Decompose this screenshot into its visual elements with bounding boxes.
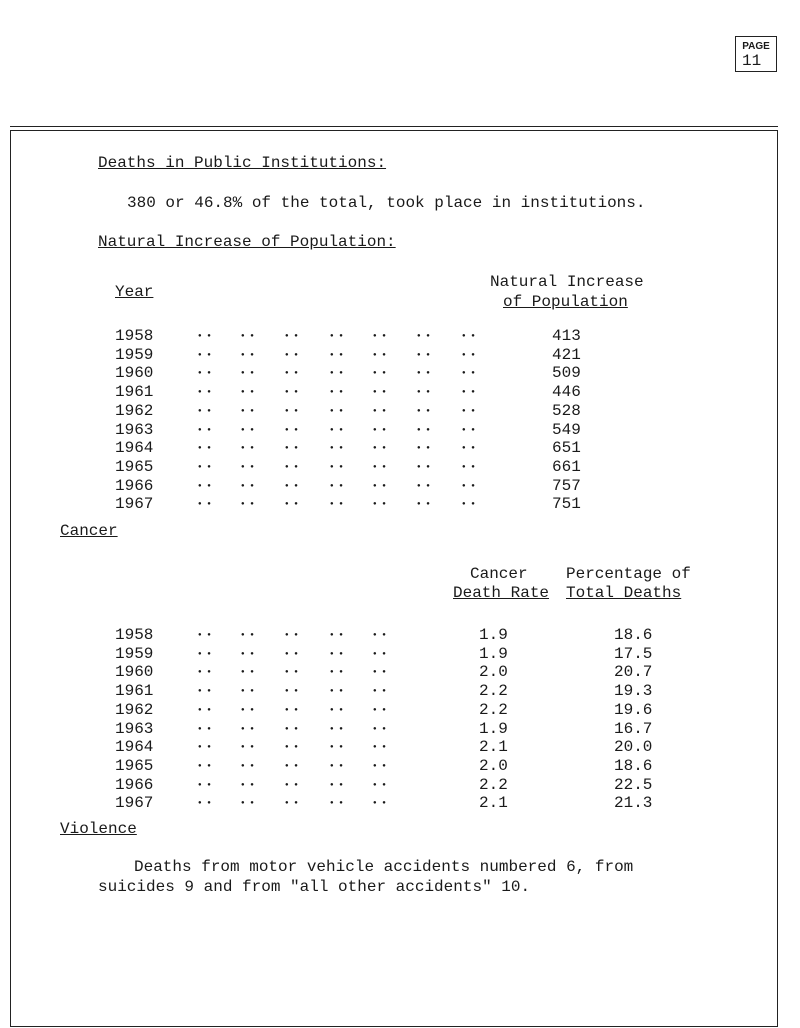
leader-dots: ● ● [373, 388, 387, 396]
cancer-percentage: 18.6 [614, 626, 653, 644]
leader-dots: ● ● [285, 444, 299, 452]
col-natural-increase-header-2: of Population [503, 293, 628, 311]
leader-dots: ● ● [417, 350, 431, 358]
natural-increase-value: 651 [552, 439, 581, 458]
leader-dots: ● ● [373, 724, 387, 732]
leader-dots: ● ● [198, 761, 212, 769]
leader-dots: ● ● [330, 761, 344, 769]
cancer-death-rate: 1.9 [479, 626, 508, 644]
leader-dots: ● ● [330, 668, 344, 676]
violence-heading: Violence [60, 820, 137, 838]
leader-dots: ● ● [373, 761, 387, 769]
leader-dots: ● ● [241, 500, 255, 508]
leader-dots: ● ● [462, 332, 476, 339]
col-cancer-rate-header-1: Cancer [470, 565, 528, 583]
natural-increase-year: 1959 [115, 345, 154, 364]
leader-dots: ● ● [198, 388, 212, 396]
leader-dots: ● ● [330, 631, 344, 638]
violence-line-1: Deaths from motor vehicle accidents numbered 6, from [134, 858, 634, 876]
cancer-year: 1964 [115, 738, 154, 757]
leader-dots: ● ● [285, 500, 299, 508]
natural-increase-year: 1958 [115, 327, 154, 345]
cancer-year: 1959 [115, 644, 154, 663]
natural-increase-year: 1962 [115, 401, 154, 420]
leader-dots: ● ● [330, 406, 344, 414]
col-percentage-header-1: Percentage of [566, 565, 691, 583]
natural-increase-value: 549 [552, 420, 581, 439]
leader-dots: ● ● [330, 369, 344, 377]
leader-dots: ● ● [241, 668, 255, 676]
leader-dots: ● ● [417, 369, 431, 377]
leader-dots: ● ● [241, 388, 255, 396]
cancer-death-rate: 2.2 [479, 700, 508, 719]
leader-dots: ● ● [241, 761, 255, 769]
leader-dots: ● ● [330, 425, 344, 433]
leader-dots: ● ● [462, 462, 476, 470]
leader-dots: ● ● [241, 481, 255, 489]
cancer-heading: Cancer [60, 522, 118, 540]
natural-increase-heading: Natural Increase of Population: [98, 233, 396, 251]
leader-dots: ● ● [417, 481, 431, 489]
cancer-percentage: 20.0 [614, 738, 653, 757]
leader-dots: ● ● [373, 780, 387, 788]
leader-dots: ● ● [241, 406, 255, 414]
leader-dots: ● ● [241, 462, 255, 470]
natural-increase-year: 1960 [115, 364, 154, 383]
leader-dots: ● ● [198, 687, 212, 695]
col-percentage-header-2: Total Deaths [566, 584, 682, 602]
cancer-year: 1965 [115, 756, 154, 775]
leader-dots: ● ● [417, 500, 431, 508]
leader-dots: ● ● [198, 350, 212, 358]
natural-increase-value: 413 [552, 327, 581, 345]
leader-dots: ● ● [330, 799, 344, 807]
cancer-year: 1961 [115, 682, 154, 701]
leader-dots: ● ● [241, 743, 255, 751]
leader-dots: ● ● [462, 444, 476, 452]
leader-dots: ● ● [285, 724, 299, 732]
leader-dots: ● ● [373, 444, 387, 452]
leader-dots: ● ● [285, 761, 299, 769]
cancer-death-rate: 2.2 [479, 682, 508, 701]
leader-dots: ● ● [330, 649, 344, 657]
leader-dots: ● ● [417, 388, 431, 396]
col-cancer-rate-header-2: Death Rate [453, 584, 550, 602]
page-number-box [735, 36, 777, 72]
cancer-year: 1967 [115, 794, 154, 813]
leader-dots: ● ● [198, 369, 212, 377]
leader-dots: ● ● [373, 481, 387, 489]
leader-dots: ● ● [330, 332, 344, 339]
leader-dots: ● ● [330, 780, 344, 788]
cancer-year: 1962 [115, 700, 154, 719]
leader-dots: ● ● [241, 631, 255, 638]
cancer-death-rate: 2.1 [479, 738, 508, 757]
leader-dots: ● ● [373, 799, 387, 807]
cancer-death-rate: 2.2 [479, 775, 508, 794]
leader-dots: ● ● [462, 425, 476, 433]
cancer-death-rate: 2.0 [479, 663, 508, 682]
cancer-percentage: 16.7 [614, 719, 653, 738]
natural-increase-value: 751 [552, 495, 581, 514]
leader-dots: ● ● [198, 799, 212, 807]
leader-dots: ● ● [417, 406, 431, 414]
leader-dots: ● ● [285, 705, 299, 713]
col-natural-increase-header-1: Natural Increase [490, 273, 644, 291]
leader-dots: ● ● [241, 687, 255, 695]
cancer-year: 1958 [115, 626, 154, 644]
leader-dots: ● ● [462, 500, 476, 508]
leader-dots: ● ● [373, 350, 387, 358]
leader-dots: ● ● [373, 705, 387, 713]
leader-dots: ● ● [285, 350, 299, 358]
leader-dots: ● ● [198, 780, 212, 788]
cancer-death-rate: 2.0 [479, 756, 508, 775]
leader-dots: ● ● [285, 780, 299, 788]
leader-dots: ● ● [462, 388, 476, 396]
cancer-death-rate: 1.9 [479, 719, 508, 738]
leader-dots: ● ● [373, 687, 387, 695]
leader-dots: ● ● [241, 425, 255, 433]
leader-dots: ● ● [198, 631, 212, 638]
col-year-header: Year [115, 283, 154, 301]
cancer-percentage: 21.3 [614, 794, 653, 813]
natural-increase-year: 1963 [115, 420, 154, 439]
leader-dots: ● ● [241, 332, 255, 339]
leader-dots: ● ● [285, 668, 299, 676]
leader-dots: ● ● [462, 481, 476, 489]
cancer-percentage: 19.6 [614, 700, 653, 719]
leader-dots: ● ● [241, 369, 255, 377]
leader-dots: ● ● [330, 388, 344, 396]
leader-dots: ● ● [330, 481, 344, 489]
violence-line-2: suicides 9 and from "all other accidents" 10. [98, 878, 531, 896]
leader-dots: ● ● [198, 462, 212, 470]
natural-increase-year: 1964 [115, 439, 154, 458]
cancer-death-rate: 1.9 [479, 644, 508, 663]
leader-dots: ● ● [198, 332, 212, 339]
leader-dots: ● ● [285, 743, 299, 751]
natural-increase-value: 446 [552, 383, 581, 402]
natural-increase-value: 757 [552, 476, 581, 495]
cancer-percentage: 18.6 [614, 756, 653, 775]
natural-increase-value: 661 [552, 457, 581, 476]
natural-increase-value: 509 [552, 364, 581, 383]
leader-dots: ● ● [462, 350, 476, 358]
page-number: 11 [742, 52, 762, 70]
natural-increase-value: 528 [552, 401, 581, 420]
leader-dots: ● ● [241, 799, 255, 807]
leader-dots: ● ● [330, 444, 344, 452]
leader-dots: ● ● [285, 462, 299, 470]
leader-dots: ● ● [462, 369, 476, 377]
leader-dots: ● ● [285, 406, 299, 414]
leader-dots: ● ● [198, 668, 212, 676]
leader-dots: ● ● [417, 332, 431, 339]
page-label: PAGE [742, 41, 770, 52]
natural-increase-value: 421 [552, 345, 581, 364]
leader-dots: ● ● [285, 481, 299, 489]
leader-dots: ● ● [198, 705, 212, 713]
cancer-year: 1966 [115, 775, 154, 794]
leader-dots: ● ● [417, 444, 431, 452]
leader-dots: ● ● [198, 649, 212, 657]
cancer-percentage: 22.5 [614, 775, 653, 794]
leader-dots: ● ● [198, 425, 212, 433]
leader-dots: ● ● [285, 388, 299, 396]
leader-dots: ● ● [417, 462, 431, 470]
leader-dots: ● ● [330, 705, 344, 713]
cancer-percentage: 19.3 [614, 682, 653, 701]
leader-dots: ● ● [373, 369, 387, 377]
leader-dots: ● ● [373, 649, 387, 657]
leader-dots: ● ● [373, 462, 387, 470]
leader-dots: ● ● [241, 444, 255, 452]
leader-dots: ● ● [198, 500, 212, 508]
leader-dots: ● ● [198, 743, 212, 751]
leader-dots: ● ● [330, 350, 344, 358]
cancer-year: 1960 [115, 663, 154, 682]
leader-dots: ● ● [198, 444, 212, 452]
leader-dots: ● ● [241, 724, 255, 732]
natural-increase-year: 1967 [115, 495, 154, 514]
leader-dots: ● ● [285, 332, 299, 339]
institutions-sentence: 380 or 46.8% of the total, took place in institutions. [127, 194, 646, 212]
natural-increase-year: 1961 [115, 383, 154, 402]
leader-dots: ● ● [198, 724, 212, 732]
institutions-heading: Deaths in Public Institutions: [98, 154, 387, 172]
cancer-year: 1963 [115, 719, 154, 738]
natural-increase-year: 1966 [115, 476, 154, 495]
leader-dots: ● ● [285, 799, 299, 807]
leader-dots: ● ● [462, 406, 476, 414]
leader-dots: ● ● [241, 780, 255, 788]
leader-dots: ● ● [241, 649, 255, 657]
leader-dots: ● ● [417, 425, 431, 433]
leader-dots: ● ● [330, 500, 344, 508]
leader-dots: ● ● [373, 500, 387, 508]
leader-dots: ● ● [330, 687, 344, 695]
leader-dots: ● ● [373, 406, 387, 414]
leader-dots: ● ● [241, 350, 255, 358]
cancer-percentage: 20.7 [614, 663, 653, 682]
leader-dots: ● ● [241, 705, 255, 713]
leader-dots: ● ● [330, 462, 344, 470]
leader-dots: ● ● [198, 406, 212, 414]
natural-increase-year: 1965 [115, 457, 154, 476]
leader-dots: ● ● [285, 369, 299, 377]
cancer-death-rate: 2.1 [479, 794, 508, 813]
cancer-percentage: 17.5 [614, 644, 653, 663]
leader-dots: ● ● [373, 425, 387, 433]
leader-dots: ● ● [373, 332, 387, 339]
leader-dots: ● ● [285, 649, 299, 657]
leader-dots: ● ● [285, 425, 299, 433]
leader-dots: ● ● [373, 668, 387, 676]
leader-dots: ● ● [198, 481, 212, 489]
leader-dots: ● ● [373, 631, 387, 638]
leader-dots: ● ● [285, 687, 299, 695]
leader-dots: ● ● [330, 743, 344, 751]
leader-dots: ● ● [285, 631, 299, 638]
leader-dots: ● ● [330, 724, 344, 732]
leader-dots: ● ● [373, 743, 387, 751]
